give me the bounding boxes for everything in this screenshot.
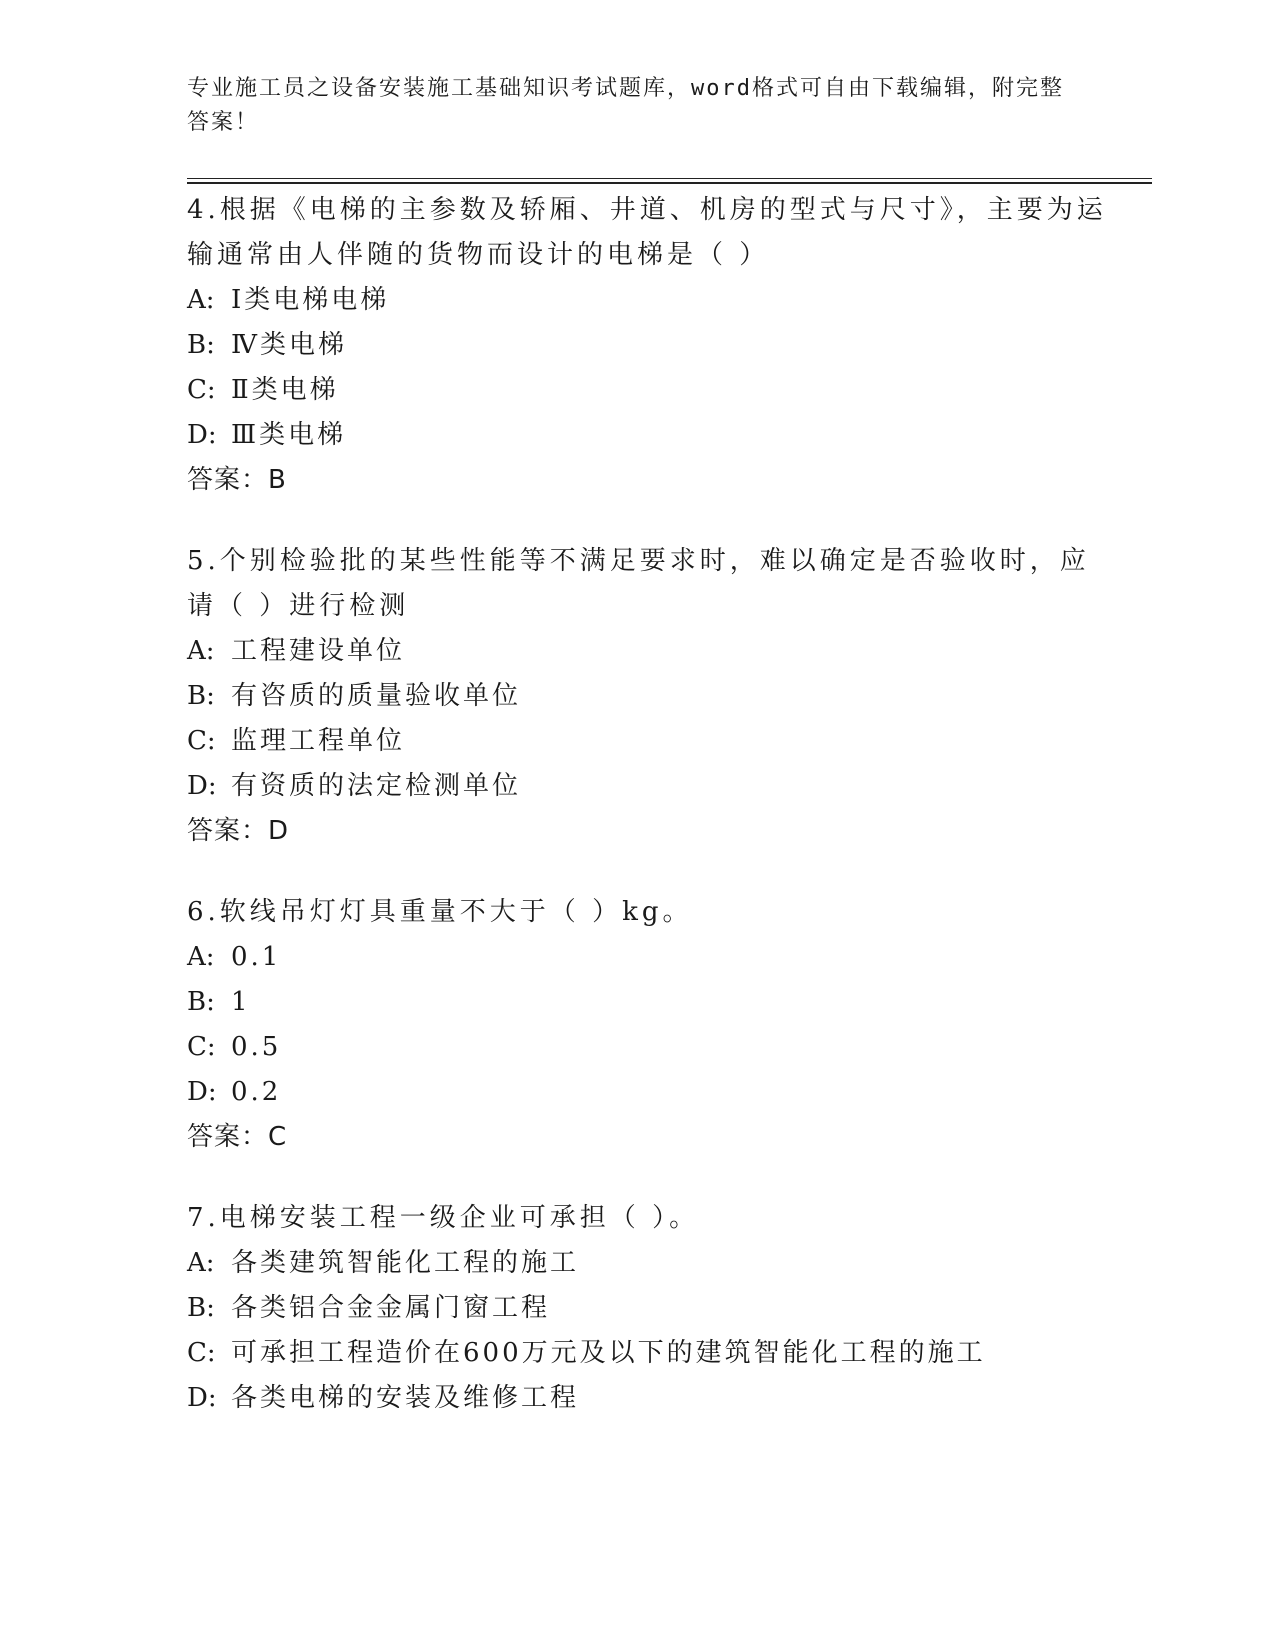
option-c <box>187 719 1117 764</box>
option-text: 0.5 <box>231 1032 282 1062</box>
question-7 <box>187 1196 1117 1421</box>
option-text: 工程建设单位 <box>231 636 406 666</box>
question-5 <box>187 539 1117 854</box>
option-key: A: <box>187 1248 215 1278</box>
option-text: Ⅰ类电梯电梯 <box>231 285 390 315</box>
answer-line: 答案：B <box>187 465 287 495</box>
option-text: Ⅲ类电梯 <box>231 420 347 450</box>
option-b <box>187 674 1117 719</box>
option-a <box>187 629 1117 674</box>
option-key: A: <box>187 942 215 972</box>
question-stem: 4.根据《电梯的主参数及轿厢、井道、机房的型式与尺寸》，主要为运输通常由人伴随的货物而设计的电梯是（ ） <box>187 195 1107 270</box>
option-a <box>187 1241 1117 1286</box>
option-text: Ⅱ类电梯 <box>231 375 339 405</box>
option-c <box>187 368 1117 413</box>
option-d <box>187 413 1117 458</box>
question-stem: 6.软线吊灯灯具重量不大于（ ）kg。 <box>187 897 693 927</box>
option-key: B: <box>187 1293 215 1323</box>
option-c <box>187 1025 1117 1070</box>
option-key: B: <box>187 330 215 360</box>
option-text: 1 <box>231 987 251 1017</box>
option-text: 有咨质的质量验收单位 <box>231 681 522 711</box>
option-c <box>187 1331 1117 1376</box>
header-divider-thin <box>187 178 1152 179</box>
option-text: 0.2 <box>231 1077 282 1107</box>
document-intro: 专业施工员之设备安装施工基础知识考试题库，word格式可自由下载编辑，附完整答案！ <box>187 76 1064 135</box>
answer-line: 答案：C <box>187 1122 288 1152</box>
option-text: 各类建筑智能化工程的施工 <box>231 1248 580 1278</box>
option-key: C: <box>187 726 216 756</box>
option-b <box>187 323 1117 368</box>
option-text: 0.1 <box>231 942 282 972</box>
option-key: A: <box>187 636 215 666</box>
option-d <box>187 764 1117 809</box>
option-key: D: <box>187 420 217 450</box>
option-key: D: <box>187 771 217 801</box>
header-divider-thick <box>187 182 1152 184</box>
option-key: C: <box>187 375 216 405</box>
option-d <box>187 1070 1117 1115</box>
option-b <box>187 1286 1117 1331</box>
option-a <box>187 278 1117 323</box>
question-list <box>187 188 1117 1457</box>
question-6 <box>187 890 1117 1160</box>
question-stem: 5.个别检验批的某些性能等不满足要求时，难以确定是否验收时，应请（ ）进行检测 <box>187 546 1090 621</box>
option-text: 监理工程单位 <box>231 726 406 756</box>
option-text: 有资质的法定检测单位 <box>231 771 522 801</box>
answer-line: 答案：D <box>187 816 290 846</box>
option-a <box>187 935 1117 980</box>
question-stem: 7.电梯安装工程一级企业可承担（ ）。 <box>187 1203 700 1233</box>
option-text: 各类电梯的安装及维修工程 <box>231 1383 580 1413</box>
option-text: 各类铝合金金属门窗工程 <box>231 1293 551 1323</box>
option-key: B: <box>187 681 215 711</box>
option-key: C: <box>187 1032 216 1062</box>
option-text: Ⅳ类电梯 <box>231 330 347 360</box>
option-d <box>187 1376 1117 1421</box>
option-key: D: <box>187 1383 217 1413</box>
option-key: C: <box>187 1338 216 1368</box>
option-key: D: <box>187 1077 217 1107</box>
option-b <box>187 980 1117 1025</box>
option-key: A: <box>187 285 215 315</box>
option-key: B: <box>187 987 215 1017</box>
question-4 <box>187 188 1117 503</box>
option-text: 可承担工程造价在600万元及以下的建筑智能化工程的施工 <box>231 1338 986 1368</box>
